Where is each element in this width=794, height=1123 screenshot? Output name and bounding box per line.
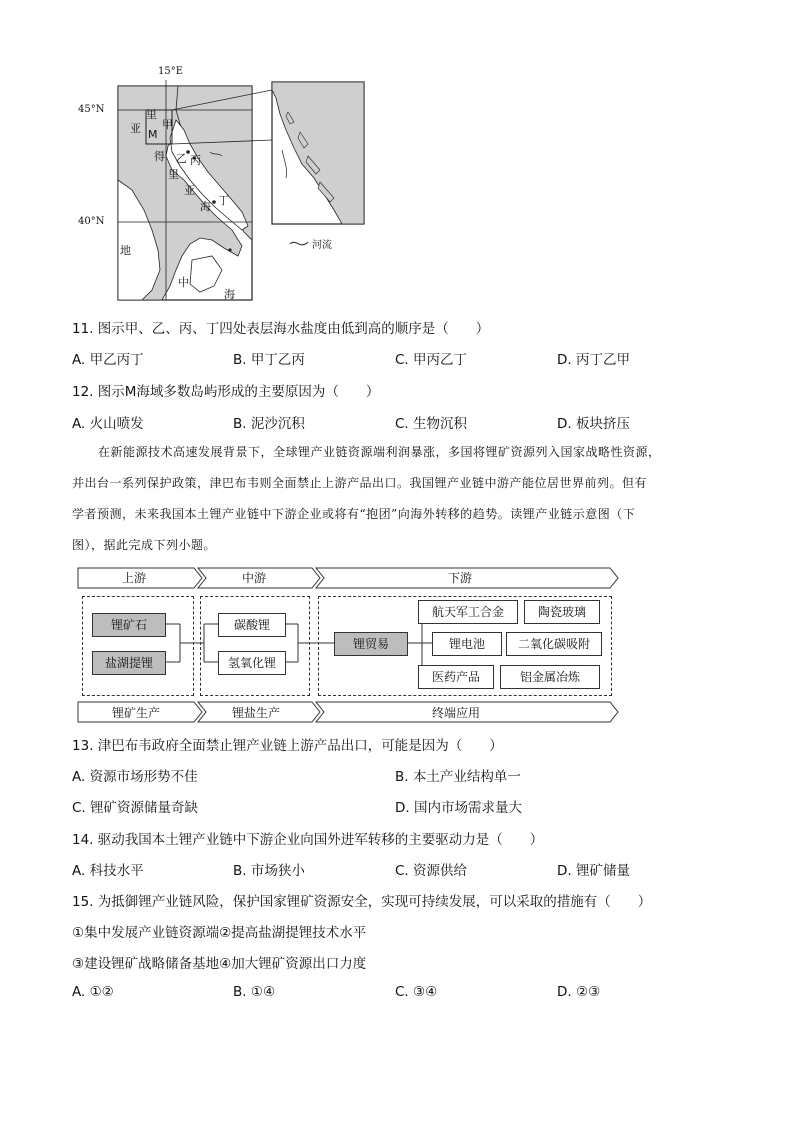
stage-bottom-end-use: 终端应用	[432, 706, 481, 720]
q11-option-d: D. 丙丁乙甲	[557, 352, 630, 368]
stage-top-downstream: 下游	[448, 571, 473, 585]
q12-option-b: B. 泥沙沉积	[233, 416, 305, 432]
trade-box: 锂贸易	[334, 632, 408, 656]
passage-line-4: 图），据此完成下列小题。	[72, 538, 217, 552]
map-char-hai2: 海	[224, 288, 235, 301]
map-char-ya2: 亚	[184, 184, 195, 197]
q14-option-a: A. 科技水平	[72, 863, 144, 879]
q13-option-d: D. 国内市场需求量大	[395, 800, 522, 816]
lon-label: 15°E	[158, 66, 184, 77]
q15-statement-line-1: ①集中发展产业链资源端②提高盐湖提锂技术水平	[72, 925, 367, 941]
q11-stem: 11. 图示甲、乙、丙、丁四处表层海水盐度由低到高的顺序是（ ）	[72, 321, 490, 337]
stage-top-midstream: 中游	[242, 571, 267, 585]
passage-line-3: 学者预测，未来我国本土锂产业链中下游企业或将有“抱团”向海外转移的趋势。读锂产业链示意图（下	[72, 507, 636, 521]
q15-option-a: A. ①②	[72, 984, 114, 1000]
q14-stem: 14. 驱动我国本土锂产业链中下游企业向国外进军转移的主要驱动力是（ ）	[72, 832, 544, 848]
lat-bottom-label: 40°N	[78, 216, 105, 227]
q13-option-a: A. 资源市场形势不佳	[72, 769, 198, 785]
downstream-box-medicine: 医药产品	[418, 665, 494, 689]
q13-option-b: B. 本土产业结构单一	[395, 769, 521, 785]
midstream-box-hydroxide: 氢氧化锂	[218, 651, 286, 675]
stage-top-upstream: 上游	[122, 571, 147, 585]
lat-top-label: 45°N	[78, 104, 105, 115]
map-char-ya: 亚	[130, 122, 141, 135]
passage-line-2: 并出台一系列保护政策，津巴布韦则全面禁止上游产品出口。我国锂产业链中游产能位居世界前列。但有	[72, 476, 648, 490]
map-label-bing: 丙	[190, 154, 201, 167]
q12-stem: 12. 图示M海域多数岛屿形成的主要原因为（ ）	[72, 384, 380, 400]
q15-stem: 15. 为抵御锂产业链风险，保护国家锂矿资源安全，实现可持续发展，可以采取的措施有（ ）	[72, 894, 652, 910]
q13-option-c: C. 锂矿资源储量奇缺	[72, 800, 199, 816]
stage-bottom-salt-production: 锂盐生产	[232, 706, 281, 720]
map-label-yi: 乙	[176, 152, 187, 165]
map-figure	[72, 60, 372, 305]
upstream-group	[82, 596, 194, 696]
map-label-jia: 甲	[162, 118, 173, 131]
upstream-box-salt-lake: 盐湖提锂	[92, 651, 166, 675]
map-char-de: 得	[154, 150, 165, 163]
map-char-li2: 里	[168, 168, 179, 181]
q13-stem: 13. 津巴布韦政府全面禁止锂产业链上游产品出口，可能是因为（ ）	[72, 738, 503, 754]
map-char-zhong: 中	[178, 276, 189, 289]
passage-line-1: 在新能源技术高速发展背景下，全球锂产业链资源端利润暴涨，多国将锂矿资源列入国家战略性资源，	[98, 445, 661, 459]
map-region-m-label: M	[148, 128, 158, 141]
map-char-li: 里	[146, 108, 157, 121]
q14-option-d: D. 锂矿储量	[557, 863, 630, 879]
downstream-box-ceramics: 陶瓷玻璃	[524, 600, 600, 624]
q12-option-d: D. 板块挤压	[557, 416, 630, 432]
upstream-box-ore: 锂矿石	[92, 613, 166, 637]
q15-option-b: B. ①④	[233, 984, 276, 1000]
q11-option-b: B. 甲丁乙丙	[233, 352, 305, 368]
q14-option-c: C. 资源供给	[395, 863, 468, 879]
map-char-di: 地	[120, 244, 131, 257]
q14-option-b: B. 市场狭小	[233, 863, 305, 879]
q12-option-a: A. 火山喷发	[72, 416, 144, 432]
downstream-box-battery: 锂电池	[432, 632, 502, 656]
stage-bottom-ore-production: 锂矿生产	[112, 706, 161, 720]
downstream-box-aerospace: 航天军工合金	[418, 600, 518, 624]
q15-option-d: D. ②③	[557, 984, 601, 1000]
legend-river-label: 河流	[312, 240, 332, 251]
q15-option-c: C. ③④	[395, 984, 438, 1000]
map-svg	[72, 60, 372, 305]
downstream-box-aluminum: 铝金属冶炼	[500, 665, 600, 689]
q15-statement-line-2: ③建设锂矿战略储备基地④加大锂矿资源出口力度	[72, 956, 367, 972]
q11-option-c: C. 甲丙乙丁	[395, 352, 468, 368]
map-label-ding: 丁	[218, 194, 229, 207]
midstream-group	[200, 596, 310, 696]
lithium-chain-diagram	[76, 566, 621, 726]
q12-option-c: C. 生物沉积	[395, 416, 468, 432]
downstream-box-co2: 二氧化碳吸附	[506, 632, 602, 656]
map-char-hai: 海	[200, 200, 211, 213]
q11-option-a: A. 甲乙丙丁	[72, 352, 144, 368]
midstream-box-carbonate: 碳酸锂	[218, 613, 286, 637]
